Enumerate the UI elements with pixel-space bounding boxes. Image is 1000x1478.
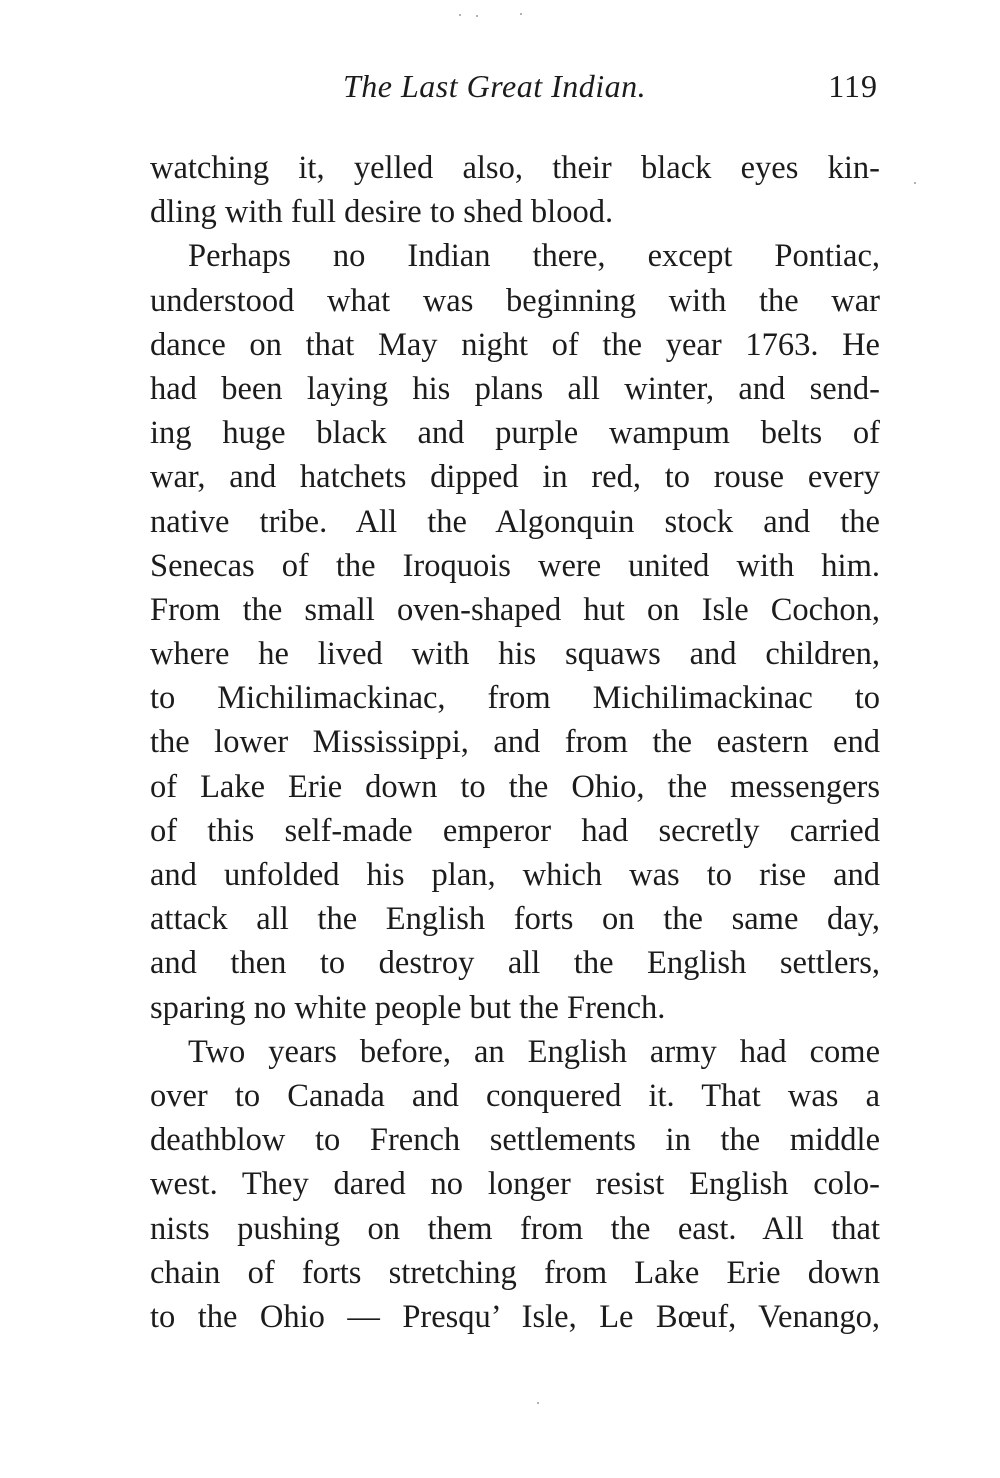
text-line: to Michilimackinac, from Michilimackinac to xyxy=(150,680,880,717)
text-line: dling with full desire to shed blood. xyxy=(150,194,614,231)
text-line: and unfolded his plan, which was to rise and xyxy=(150,857,880,893)
text-line: sparing no white people but the French. xyxy=(150,989,666,1026)
text-line: chain of forts stretching from Lake Erie down xyxy=(150,1254,880,1291)
text-line: where he lived with his squaws and children, xyxy=(150,636,880,673)
text-line: and then to destroy all the English settlers, xyxy=(150,945,880,982)
text-line: over to Canada and conquered it. That was a xyxy=(150,1077,880,1114)
text-line: ing huge black and purple wampum belts of xyxy=(150,415,880,452)
scan-speck xyxy=(476,15,478,17)
scan-speck xyxy=(914,182,916,184)
text-line: the lower Mississippi, and from the eastern end xyxy=(150,724,880,761)
text-line: west. They dared no longer resist English colo- xyxy=(150,1166,880,1203)
text-line: of this self-made emperor had secretly carried xyxy=(150,812,880,849)
text-line: native tribe. All the Algonquin stock and the xyxy=(150,503,880,540)
text-line: attack all the English forts on the same day, xyxy=(150,901,880,938)
text-line: From the small oven-shaped hut on Isle Cochon, xyxy=(150,591,880,628)
scan-speck xyxy=(459,14,461,16)
text-line: understood what was beginning with the war xyxy=(150,282,880,319)
text-line: watching it, yelled also, their black eyes kin- xyxy=(150,150,880,186)
scan-speck xyxy=(537,1402,539,1404)
scan-speck xyxy=(520,13,522,15)
text-line: had been laying his plans all winter, and send- xyxy=(150,370,880,407)
text-line: Two years before, an English army had come xyxy=(188,1033,880,1070)
page-number: 119 xyxy=(828,68,878,104)
text-line: nists pushing on them from the east. All that xyxy=(150,1210,880,1247)
text-line: Perhaps no Indian there, except Pontiac, xyxy=(188,238,880,275)
text-line: of Lake Erie down to the Ohio, the messengers xyxy=(150,768,880,805)
text-line: war, and hatchets dipped in red, to rouse every xyxy=(150,459,880,496)
text-line: dance on that May night of the year 1763. He xyxy=(150,326,880,363)
running-head: The Last Great Indian. xyxy=(343,68,647,104)
text-line: deathblow to French settlements in the middle xyxy=(150,1122,880,1159)
text-line: to the Ohio — Presqu’ Isle, Le Bœuf, Venango, xyxy=(150,1298,880,1335)
text-line: Senecas of the Iroquois were united with him. xyxy=(150,547,880,584)
body-text xyxy=(150,146,880,1339)
page-header xyxy=(150,68,880,116)
